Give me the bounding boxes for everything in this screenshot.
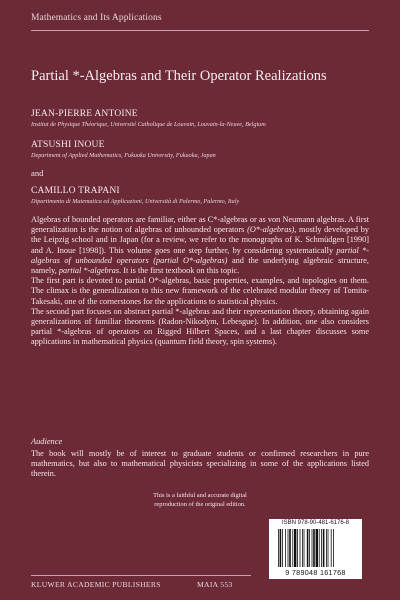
barcode-bar — [312, 529, 313, 567]
barcode-bar — [302, 529, 303, 567]
barcode-bar — [300, 529, 301, 567]
isbn-label: ISBN 978-90-481-6176-8 — [281, 520, 350, 526]
audience-heading: Audience — [31, 437, 63, 446]
author-affiliation: Dipartimento di Matematica ed Applicazioni, Università di Palermo, Palermo, Italy — [31, 198, 240, 205]
barcode-bar — [307, 529, 309, 567]
top-rule — [31, 30, 369, 31]
isbn-barcode-box — [269, 519, 362, 579]
barcode-bar — [280, 529, 282, 567]
barcode-bar — [297, 529, 298, 567]
barcode-bar — [294, 529, 296, 567]
barcode-icon — [277, 529, 355, 567]
barcode-bar — [319, 529, 320, 567]
barcode-bar — [288, 529, 289, 567]
paragraph-2: The first part is devoted to partial O*-algebras, basic properties, examples, and topologies on them. The climax is the generalization to this new framework of the celebrated modular theory of Tomita-Takesaki, one of the cornerstones for the applications to statistical physics. — [31, 276, 369, 306]
series-name: Mathematics and Its Applications — [31, 13, 162, 23]
barcode-bar — [333, 529, 334, 567]
author-name: CAMILLO TRAPANI — [31, 186, 120, 196]
barcode-bar — [289, 529, 291, 567]
author-name: JEAN-PIERRE ANTOINE — [31, 109, 138, 119]
author-affiliation: Department of Applied Mathematics, Fukuoka University, Fukuoka, Japan — [31, 152, 216, 159]
paragraph-3: The second part focuses on abstract partial *-algebras and their representation theory, obtaining again generalizations of familiar theorems (Radon-Nikodym, Lebesgue). In addition, one also considers partial *-algebras of operators on Rigged Hilbert Spaces, and a last chapter discusses some applications in mathematical physics (quantum field theory, spin systems). — [31, 306, 369, 347]
author-name: ATSUSHI INOUE — [31, 140, 105, 150]
barcode-bar — [278, 529, 279, 567]
description — [31, 215, 369, 348]
barcode-bar — [313, 529, 315, 567]
reproduction-note: This is a faithful and accurate digital reproduction of the original edition. — [153, 492, 247, 508]
barcode-bar — [316, 529, 318, 567]
barcode-bar — [326, 529, 327, 567]
barcode-bar — [323, 529, 325, 567]
barcode-bar — [321, 529, 322, 567]
bottom-rule — [31, 575, 251, 576]
barcode-bar — [304, 529, 305, 567]
series-number: MAIA 553 — [197, 580, 233, 589]
barcode-bar — [285, 529, 286, 567]
paragraph-1: Algebras of bounded operators are familiar, either as C*-algebras or as von Neumann algebras. A first generalization is the notion of algebras of unbounded operators (O*-algebras), mostly developed by the Leipzig school and in Japan (for a review, we refer to the monographs of K. Schmüdgen [1990] and A. Inoue [1998]). This volume goes one step further, by considering systematically partial *-algebras of unbounded operators (partial O*-algebras) and the underlying algebraic structure, namely, partial *-algebras. It is the first textbook on this topic. — [31, 215, 369, 276]
audience-text: The book will mostly be of interest to graduate students or confirmed researchers in pure mathematics, but also to mathematical physicists specializing in some of the applications listed therein. — [31, 449, 369, 479]
barcode-bar — [292, 529, 293, 567]
author-affiliation: Institut de Physique Théorique, Université Catholique de Louvain, Louvain-la-Neuve, Belgium — [31, 121, 266, 128]
publisher-name: KLUWER ACADEMIC PUBLISHERS — [31, 580, 161, 589]
barcode-bar — [331, 529, 332, 567]
barcode-bar — [309, 529, 310, 567]
book-title: Partial *-Algebras and Their Operator Realizations — [31, 68, 327, 84]
and-word: and — [31, 168, 44, 178]
isbn-digits: 9 789048 161768 — [285, 568, 346, 577]
barcode-bar — [282, 529, 283, 567]
barcode-bar — [328, 529, 329, 567]
